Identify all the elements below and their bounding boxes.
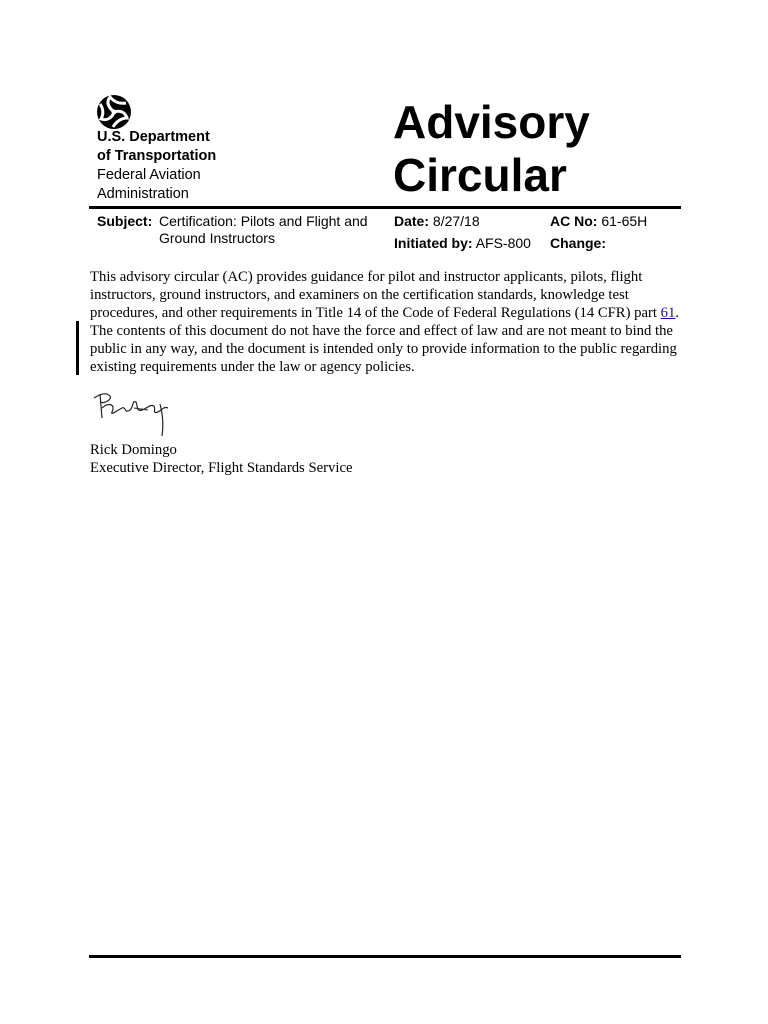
date-value: 8/27/18 (432, 213, 480, 229)
purpose-paragraph (90, 268, 680, 376)
signer-name: Rick Domingo (90, 442, 177, 458)
ac-number-label: AC No: (550, 213, 598, 229)
signature-image (90, 388, 180, 440)
header-divider (89, 206, 681, 209)
subject-label: Subject: (97, 213, 153, 229)
agency-line-2: of Transportation (97, 148, 217, 164)
agency-line-3: Federal Aviation (97, 167, 201, 183)
title-line-1: Advisory (393, 96, 590, 148)
initiated-value: AFS-800 (475, 235, 531, 251)
initiated-field (394, 235, 531, 252)
signer-title: Executive Director, Flight Standards Service (90, 460, 353, 476)
signer-block (90, 441, 353, 477)
subject-value: Certification: Pilots and Flight and Ground Instructors (159, 213, 368, 246)
date-field (394, 213, 480, 230)
change-label: Change: (550, 235, 606, 251)
initiated-label: Initiated by: (394, 235, 473, 251)
paragraph-text-end: . The contents of this document do not have the force and effect of law and are not meant to bind the public in any way, and the document is intended only to provide information to the public regarding existing requirements under the law or agency policies. (90, 305, 680, 375)
change-field (550, 235, 606, 252)
paragraph-text-start: This advisory circular (AC) provides guidance for pilot and instructor applicants, pilots, flight instructors, ground instructors, and examiners on the certification standards, knowledge test procedures, and other requirements in Title 14 of the Code of Federal Regulations (14 CFR) part (90, 269, 661, 321)
date-label: Date: (394, 213, 430, 229)
footer-divider (89, 955, 681, 958)
agency-line-4: Administration (97, 186, 189, 202)
agency-block (97, 128, 216, 204)
cfr-part-link[interactable]: 61 (660, 305, 676, 321)
ac-number-value: 61-65H (601, 213, 648, 229)
title-line-2: Circular (393, 149, 567, 201)
ac-number-field (550, 213, 647, 230)
revision-change-bar (76, 321, 79, 375)
dot-triskelion-logo-icon (96, 94, 132, 130)
document-title (393, 96, 590, 202)
agency-line-1: U.S. Department (97, 129, 210, 145)
